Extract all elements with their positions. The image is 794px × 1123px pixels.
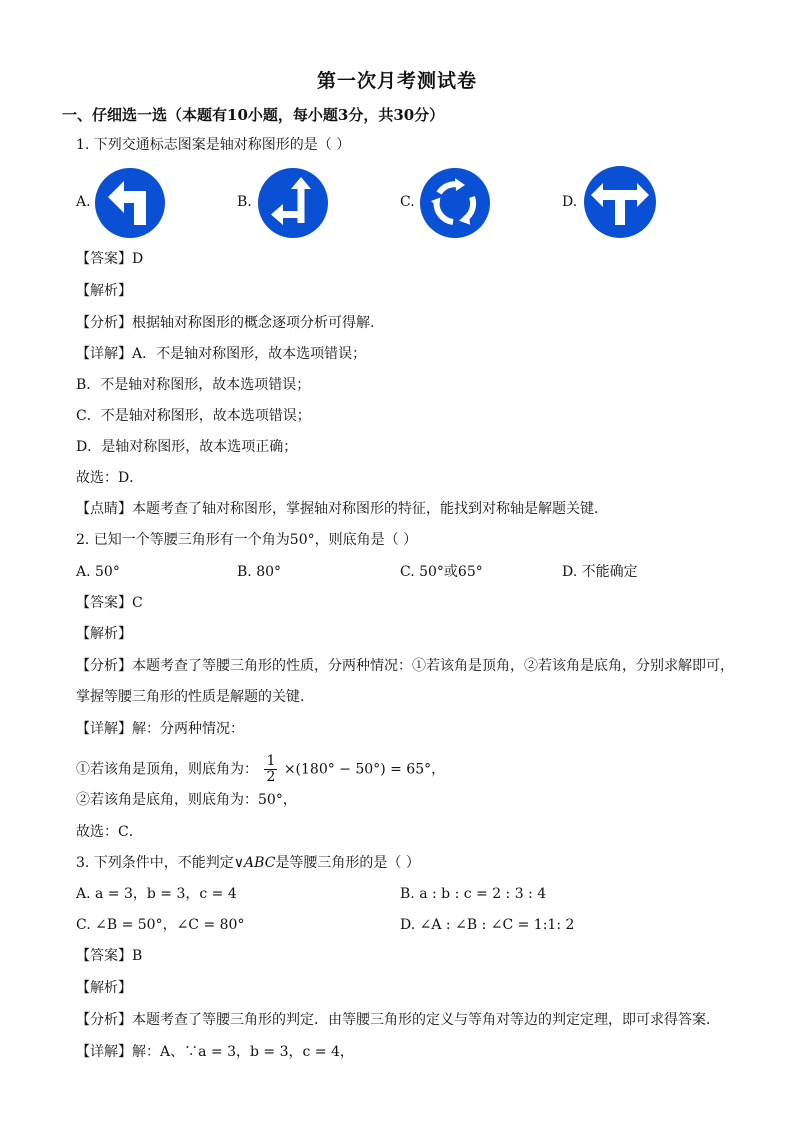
fraction-one-half	[264, 754, 277, 785]
q1-dianjing: 【点睛】本题考查了轴对称图形，掌握轴对称图形的特征，能找到对称轴是解题关键.	[76, 501, 599, 517]
q3-stem	[76, 853, 420, 873]
q2-answer: 【答案】C	[76, 595, 143, 611]
q1-label-c: C.	[400, 194, 415, 210]
q3-option-c: C. ∠B = 50°，∠C = 80°	[76, 917, 245, 933]
q3-option-b: B. a : b : c = 2 : 3 : 4	[400, 886, 547, 902]
q2-option-a: A. 50°	[76, 564, 120, 580]
q2-case1-prefix: ①若该角是顶角，则底角为：	[76, 761, 258, 778]
q1-stem: 1. 下列交通标志图案是轴对称图形的是（ ）	[76, 137, 351, 153]
q2-detail: 【详解】解：分两种情况：	[76, 721, 244, 737]
fraction-numerator: 1	[266, 753, 276, 769]
q2-option-c: C. 50°或65°	[400, 564, 483, 580]
q3-stem-suffix: 是等腰三角形的是（ ）	[275, 855, 420, 871]
q2-fenxi-line1: 【分析】本题考查了等腰三角形的性质，分两种情况：①若该角是顶角，②若该角是底角，分别求解即可，	[76, 658, 734, 674]
q3-triangle-symbol: ∨ABC	[233, 855, 276, 871]
q1-detail-d: D．是轴对称图形，故本选项正确；	[76, 439, 298, 455]
q3-fenxi: 【分析】本题考查了等腰三角形的判定．由等腰三角形的定义与等角对等边的判定定理，即可求得答案．	[76, 1012, 720, 1028]
q2-fenxi-line2: 掌握等腰三角形的性质是解题的关键．	[76, 689, 314, 705]
fraction-denominator: 2	[266, 769, 276, 785]
q1-detail-c: C．不是轴对称图形，故本选项错误；	[76, 408, 311, 424]
left-or-right-sign-icon	[583, 165, 657, 243]
roundabout-sign-icon	[419, 167, 491, 243]
q1-label-b: B.	[237, 194, 252, 210]
q2-stem: 2. 已知一个等腰三角形有一个角为50°，则底角是（ ）	[76, 532, 418, 548]
q1-choose: 故选：D．	[76, 470, 144, 486]
q1-answer: 【答案】D	[76, 251, 144, 267]
q1-detail-a: 【详解】A．不是轴对称图形，故本选项错误；	[76, 346, 367, 362]
q3-detail: 【详解】解：A、∵a = 3，b = 3，c = 4，	[76, 1044, 354, 1060]
q2-case1	[76, 754, 445, 785]
q2-jiexi: 【解析】	[76, 626, 132, 642]
q1-detail-b: B．不是轴对称图形，故本选项错误；	[76, 377, 311, 393]
q3-answer: 【答案】B	[76, 948, 143, 964]
q3-stem-prefix: 3. 下列条件中，不能判定	[76, 855, 234, 871]
page-title: 第一次月考测试卷	[316, 70, 477, 92]
q2-option-d: D. 不能确定	[562, 564, 638, 580]
q3-option-d: D. ∠A : ∠B : ∠C = 1:1: 2	[400, 917, 575, 933]
q1-label-d: D.	[562, 194, 578, 210]
straight-or-left-sign-icon	[257, 167, 329, 243]
q1-fenxi: 【分析】根据轴对称图形的概念逐项分析可得解.	[76, 315, 375, 331]
q2-case2: ②若该角是底角，则底角为：50°，	[76, 792, 297, 808]
section-heading: 一、仔细选一选（本题有10小题，每小题3分，共30分）	[62, 106, 445, 124]
q3-option-a: A. a = 3，b = 3，c = 4	[76, 886, 237, 902]
q1-label-a: A.	[76, 194, 91, 210]
q2-case1-expression: ×(180° − 50°) = 65°，	[283, 761, 446, 778]
q1-jiexi: 【解析】	[76, 283, 132, 299]
turn-left-sign-icon	[94, 167, 166, 243]
q3-jiexi: 【解析】	[76, 980, 132, 996]
q2-option-b: B. 80°	[237, 564, 282, 580]
q2-choose: 故选：C．	[76, 824, 143, 840]
